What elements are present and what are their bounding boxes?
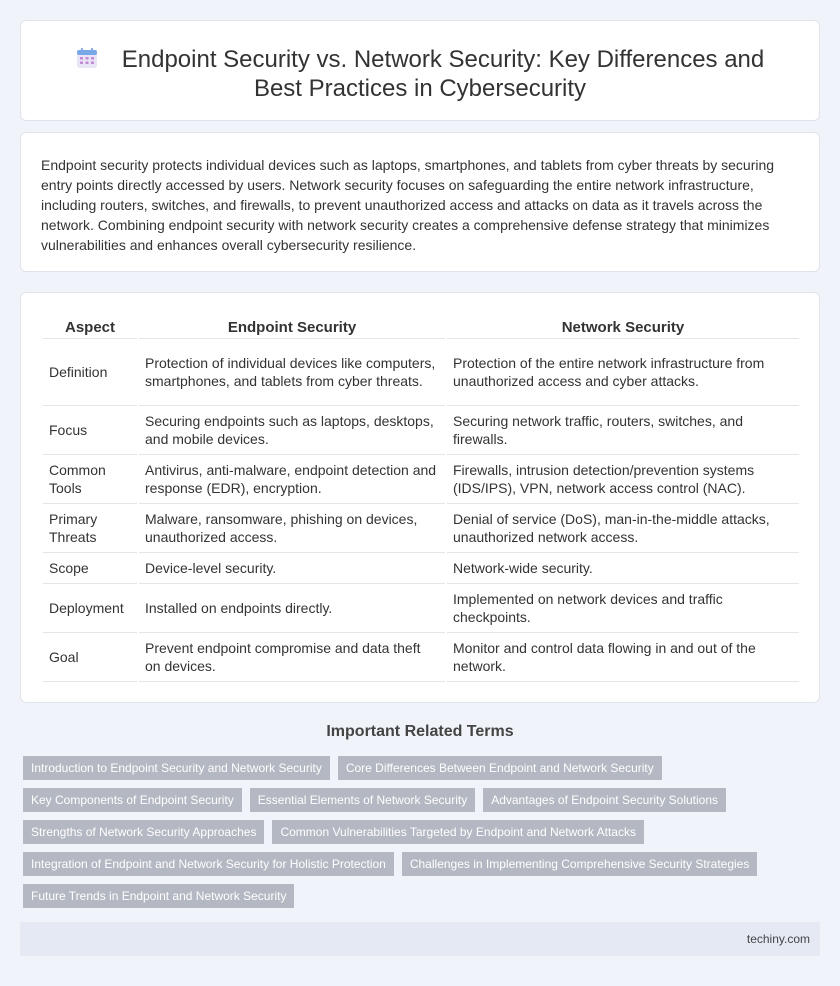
table-row — [43, 455, 799, 504]
network-cell: Protection of the entire network infrastructure from unauthorized access and cyber attacks. — [447, 339, 799, 406]
related-term-tag[interactable]: Challenges in Implementing Comprehensive Security Strategies — [402, 852, 758, 876]
related-term-tag[interactable]: Strengths of Network Security Approaches — [23, 820, 264, 844]
table-header-row — [43, 313, 799, 339]
aspect-cell: Focus — [43, 406, 137, 455]
aspect-cell: Deployment — [43, 584, 137, 633]
aspect-cell: Scope — [43, 553, 137, 584]
related-term-tag[interactable]: Future Trends in Endpoint and Network Security — [23, 884, 294, 908]
related-term-tag[interactable]: Common Vulnerabilities Targeted by Endpoint and Network Attacks — [272, 820, 644, 844]
comparison-table — [41, 313, 801, 682]
header-card — [20, 20, 820, 121]
footer — [20, 922, 820, 956]
network-cell: Denial of service (DoS), man-in-the-middle attacks, unauthorized network access. — [447, 504, 799, 553]
related-term-tag[interactable]: Introduction to Endpoint Security and Network Security — [23, 756, 330, 780]
related-term-tag[interactable]: Advantages of Endpoint Security Solutions — [483, 788, 726, 812]
endpoint-cell: Antivirus, anti-malware, endpoint detection and response (EDR), encryption. — [139, 455, 445, 504]
related-term-tag[interactable]: Key Components of Endpoint Security — [23, 788, 242, 812]
aspect-cell: Common Tools — [43, 455, 137, 504]
network-cell: Network-wide security. — [447, 553, 799, 584]
intro-paragraph: Endpoint security protects individual devices such as laptops, smartphones, and tablets from cyber threats by securing entry points directly accessed by users. Network security focuses on safeguarding the entire network infrastructure, including routers, switches, and firewalls, to prevent unauthorized access and attacks on data as it travels across the network. Combining endpoint security with network security creates a comprehensive defense strategy that minimizes vulnerabilities and enhances overall cybersecurity resilience. — [41, 157, 775, 253]
header-network-security: Network Security — [447, 313, 799, 339]
network-cell: Monitor and control data flowing in and out of the network. — [447, 633, 799, 682]
related-term-tag[interactable]: Core Differences Between Endpoint and Network Security — [338, 756, 662, 780]
table-row — [43, 584, 799, 633]
related-terms-list — [23, 756, 823, 908]
header-aspect: Aspect — [43, 313, 137, 339]
network-cell: Implemented on network devices and traffic checkpoints. — [447, 584, 799, 633]
table-row — [43, 504, 799, 553]
endpoint-cell: Malware, ransomware, phishing on devices, unauthorized access. — [139, 504, 445, 553]
table-row — [43, 553, 799, 584]
related-terms-title: Important Related Terms — [326, 723, 514, 740]
aspect-cell: Goal — [43, 633, 137, 682]
header-endpoint-security: Endpoint Security — [139, 313, 445, 339]
calendar-icon — [76, 47, 98, 69]
related-term-tag[interactable]: Integration of Endpoint and Network Security for Holistic Protection — [23, 852, 394, 876]
page-title-text: Endpoint Security vs. Network Security: Key Differences and Best Practices in Cybersecurity — [121, 46, 765, 102]
table-row — [43, 633, 799, 682]
page-title — [51, 45, 789, 103]
aspect-cell: Definition — [43, 339, 137, 406]
endpoint-cell: Prevent endpoint compromise and data theft on devices. — [139, 633, 445, 682]
related-term-tag[interactable]: Essential Elements of Network Security — [250, 788, 475, 812]
intro-card — [20, 132, 820, 272]
endpoint-cell: Installed on endpoints directly. — [139, 584, 445, 633]
endpoint-cell: Securing endpoints such as laptops, desktops, and mobile devices. — [139, 406, 445, 455]
endpoint-cell: Device-level security. — [139, 553, 445, 584]
network-cell: Firewalls, intrusion detection/prevention systems (IDS/IPS), VPN, network access control (NAC). — [447, 455, 799, 504]
table-row — [43, 339, 799, 406]
footer-site-link[interactable]: techiny.com — [746, 932, 810, 946]
comparison-table-card — [20, 292, 820, 703]
table-row — [43, 406, 799, 455]
endpoint-cell: Protection of individual devices like computers, smartphones, and tablets from cyber threats. — [139, 339, 445, 406]
aspect-cell: Primary Threats — [43, 504, 137, 553]
network-cell: Securing network traffic, routers, switches, and firewalls. — [447, 406, 799, 455]
